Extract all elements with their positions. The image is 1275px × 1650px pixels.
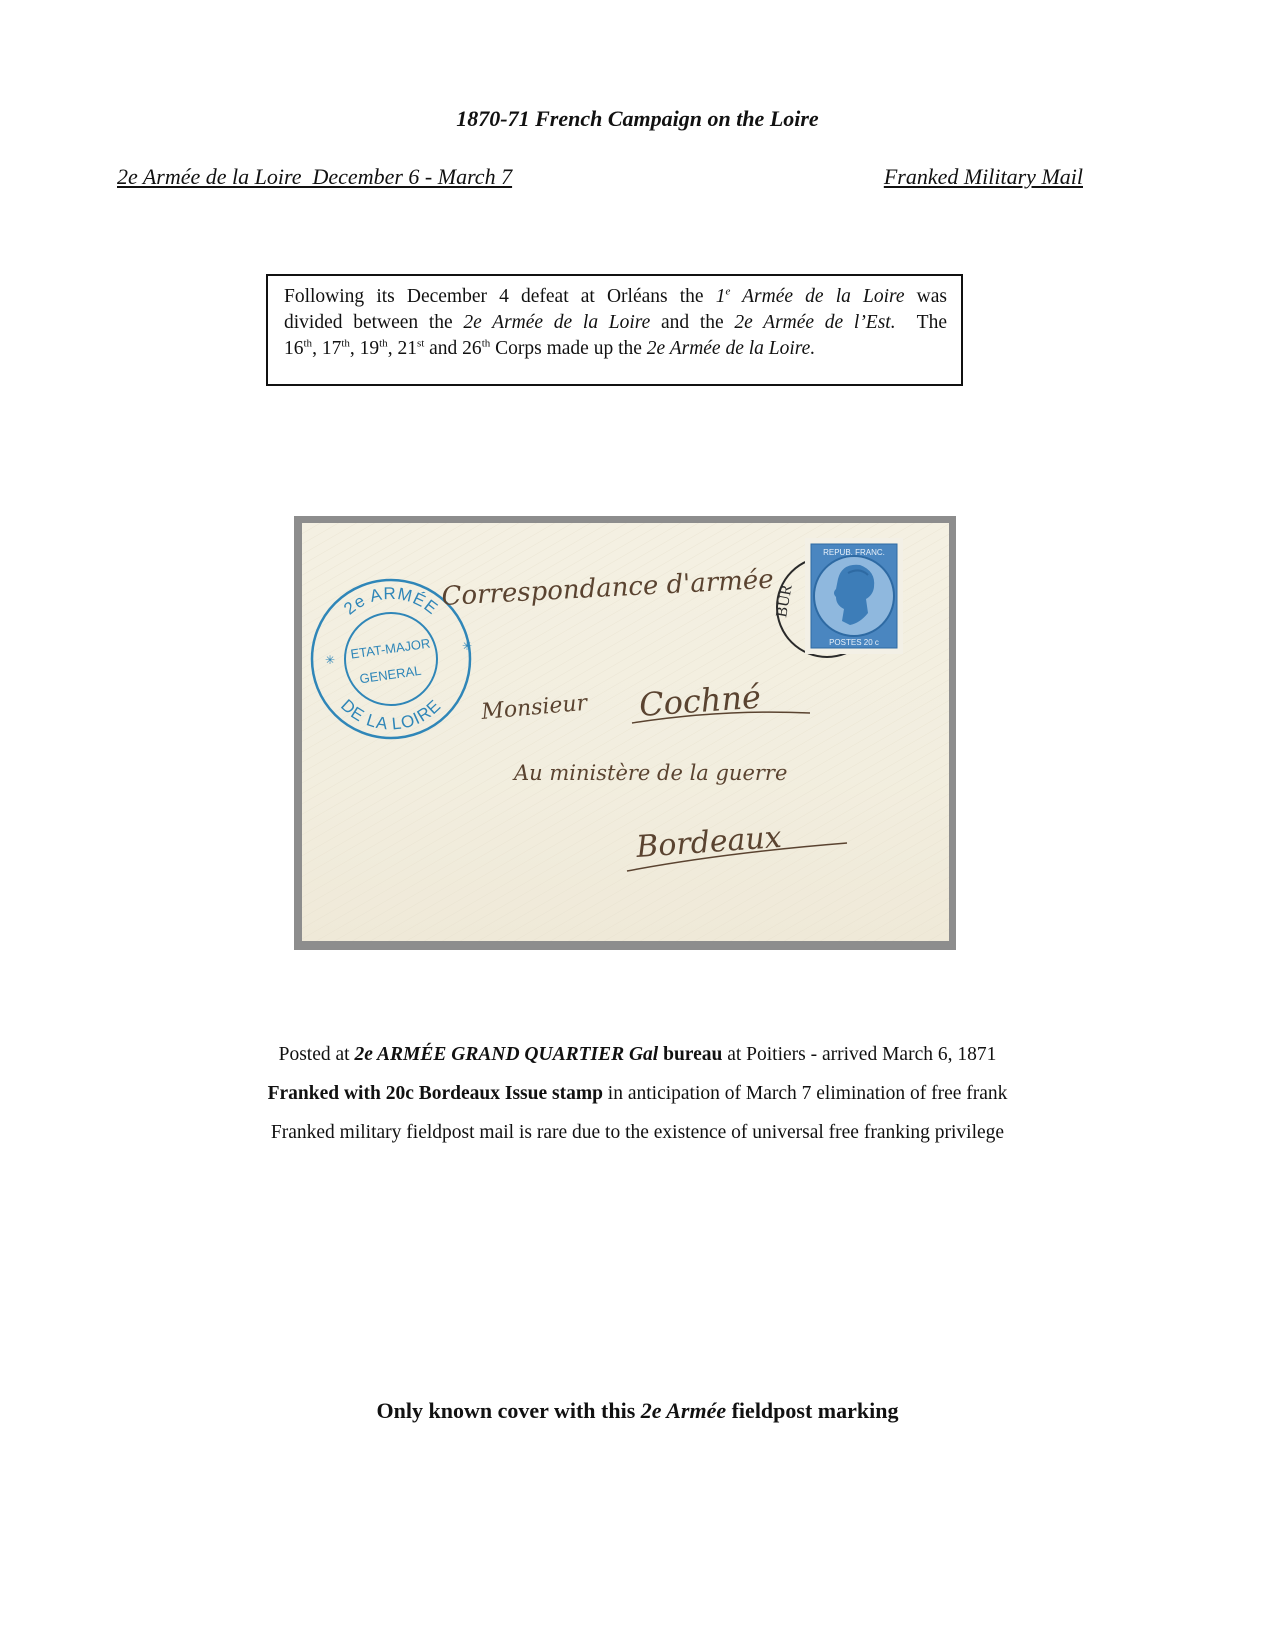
page-title: 1870-71 French Campaign on the Loire bbox=[456, 106, 819, 131]
caption-line-1 bbox=[0, 1044, 1275, 1066]
manuscript-line-correspondance: Correspondance d'armée bbox=[440, 564, 775, 612]
note-line-2 bbox=[284, 310, 947, 336]
rarity-text: fieldpost marking bbox=[726, 1398, 899, 1423]
note-line-3 bbox=[284, 336, 947, 362]
caption-text: at Poitiers - arrived March 6, 1871 bbox=[722, 1044, 997, 1065]
note-ordinal-suffix: th bbox=[341, 337, 350, 350]
note-corps-number: and 26 bbox=[424, 338, 482, 359]
postmark-text: BUR bbox=[773, 583, 796, 619]
stamp-20c-bordeaux bbox=[805, 538, 903, 654]
caption-franking-emphasis: Franked with 20c Bordeaux Issue stamp bbox=[267, 1083, 603, 1104]
stamp-bottom-text: POSTES 20 c bbox=[829, 638, 879, 647]
manuscript-line-city: Bordeaux bbox=[635, 819, 783, 865]
cachet-outer-bottom-text: DE LA LOIRE bbox=[337, 695, 445, 734]
caption-text: in anticipation of March 7 elimination of free frank bbox=[602, 1083, 1008, 1104]
section-heading-right: Franked Military Mail bbox=[883, 164, 1083, 189]
note-text: Following its December 4 defeat at Orléans the bbox=[284, 286, 716, 307]
caption-line-3: Franked military fieldpost mail is rare due to the existence of universal free franking privilege bbox=[270, 1122, 1005, 1143]
note-corps-number: , 19 bbox=[349, 338, 380, 359]
cachet-inner-line-1: ETAT-MAJOR bbox=[349, 635, 432, 662]
note-army-name: Armée de la Loire bbox=[730, 286, 905, 307]
section-heading-left: 2e Armée de la Loire December 6 - March 7 bbox=[117, 164, 513, 189]
caption-line-2 bbox=[0, 1083, 1275, 1105]
note-corps-number: , 21 bbox=[387, 338, 417, 359]
caption-bureau-name: 2e ARMÉE GRAND QUARTIER Gal bbox=[354, 1044, 659, 1065]
caption-bureau-label: bureau bbox=[658, 1044, 723, 1065]
note-army-name: 2e Armée de la Loire. bbox=[646, 338, 816, 359]
note-text: and the bbox=[650, 312, 735, 333]
historical-note-box bbox=[266, 274, 963, 386]
note-army-name: 2e Armée de la Loire bbox=[463, 312, 651, 333]
rarity-army-name: 2e Armée bbox=[640, 1398, 727, 1423]
cachet-outer-top-text: 2e ARMÉE bbox=[340, 583, 442, 619]
caption-text: Posted at bbox=[278, 1044, 355, 1065]
stamp-top-text: REPUB. FRANC. bbox=[823, 548, 885, 557]
note-ordinal-suffix: th bbox=[379, 337, 388, 350]
envelope-artwork bbox=[302, 523, 949, 941]
note-line-1 bbox=[284, 284, 947, 310]
note-ordinal: 1 bbox=[715, 286, 726, 307]
note-ordinal-suffix: th bbox=[481, 337, 491, 350]
note-corps-number: , 17 bbox=[312, 338, 342, 359]
manuscript-line-monsieur: Monsieur bbox=[480, 690, 589, 725]
note-text: Corps made up the bbox=[490, 338, 647, 359]
note-text: was bbox=[904, 286, 947, 307]
svg-text:✳: ✳ bbox=[325, 653, 336, 667]
note-ordinal-suffix: th bbox=[303, 337, 313, 350]
rarity-text: Only known cover with this bbox=[376, 1398, 641, 1423]
svg-text:✳: ✳ bbox=[462, 639, 473, 653]
note-corps-number: 16 bbox=[284, 338, 304, 359]
note-ordinal-suffix: e bbox=[725, 285, 731, 298]
note-text: The bbox=[895, 312, 947, 333]
note-ordinal-suffix: st bbox=[416, 337, 425, 350]
manuscript-line-name: Cochné bbox=[637, 677, 763, 724]
cachet-inner-line-2: GENERAL bbox=[358, 662, 423, 687]
cover-image-frame bbox=[294, 516, 956, 950]
envelope-cover bbox=[302, 523, 949, 941]
rarity-statement bbox=[0, 1398, 1275, 1424]
note-army-name: 2e Armée de l’Est. bbox=[734, 312, 896, 333]
manuscript-line-ministry: Au ministère de la guerre bbox=[514, 761, 788, 785]
note-text: divided between the bbox=[284, 312, 464, 333]
